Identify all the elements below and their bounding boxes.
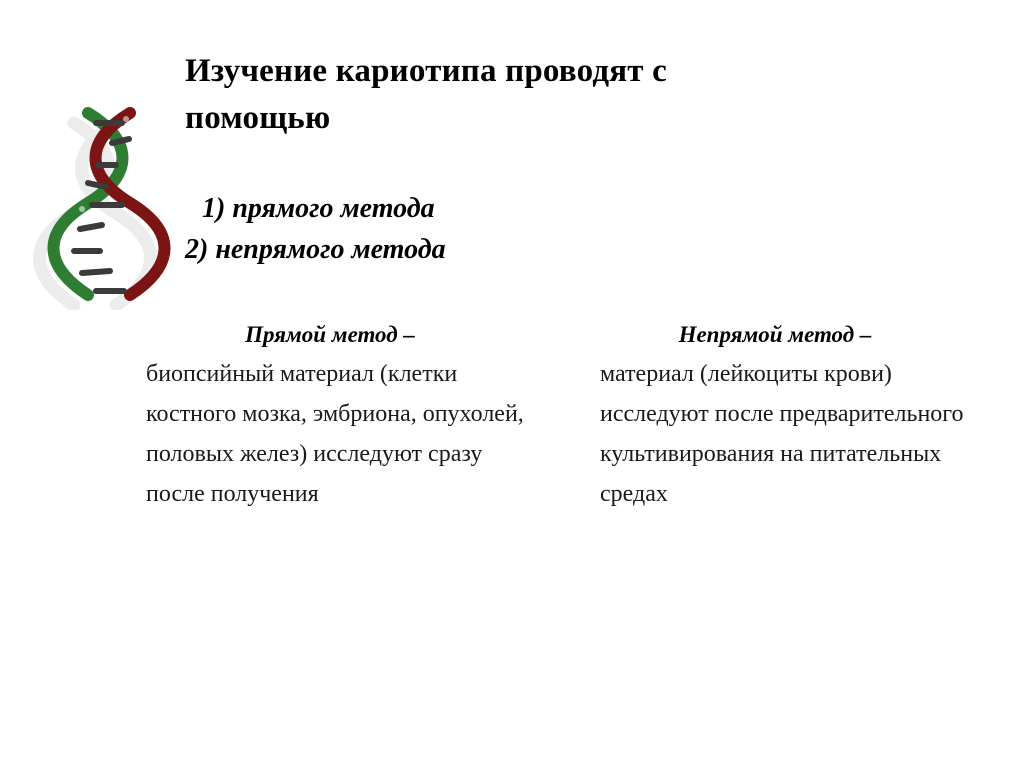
column-indirect-body: материал (лейкоциты крови) исследуют после предварительного культивирования на питательных средах xyxy=(600,361,964,507)
title-line-1: Изучение кариотипа проводят с xyxy=(185,53,667,89)
methods-list-item-2: 2) непрямого метода xyxy=(185,234,446,265)
methods-columns xyxy=(140,318,1000,514)
column-indirect-method xyxy=(582,318,972,514)
methods-list xyxy=(185,188,965,270)
title-line-2: помощью xyxy=(185,100,331,136)
slide-title xyxy=(185,48,985,142)
column-direct-heading: Прямой метод – xyxy=(245,322,415,347)
dna-helix-icon xyxy=(30,105,180,310)
column-direct-method xyxy=(140,318,530,514)
column-indirect-heading: Непрямой метод – xyxy=(678,322,872,347)
column-direct-body: биопсийный материал (клетки костного мозка, эмбриона, опухолей, половых желез) исследуют сразу после получения xyxy=(146,361,524,507)
methods-list-item-1: 1) прямого метода xyxy=(202,193,435,224)
